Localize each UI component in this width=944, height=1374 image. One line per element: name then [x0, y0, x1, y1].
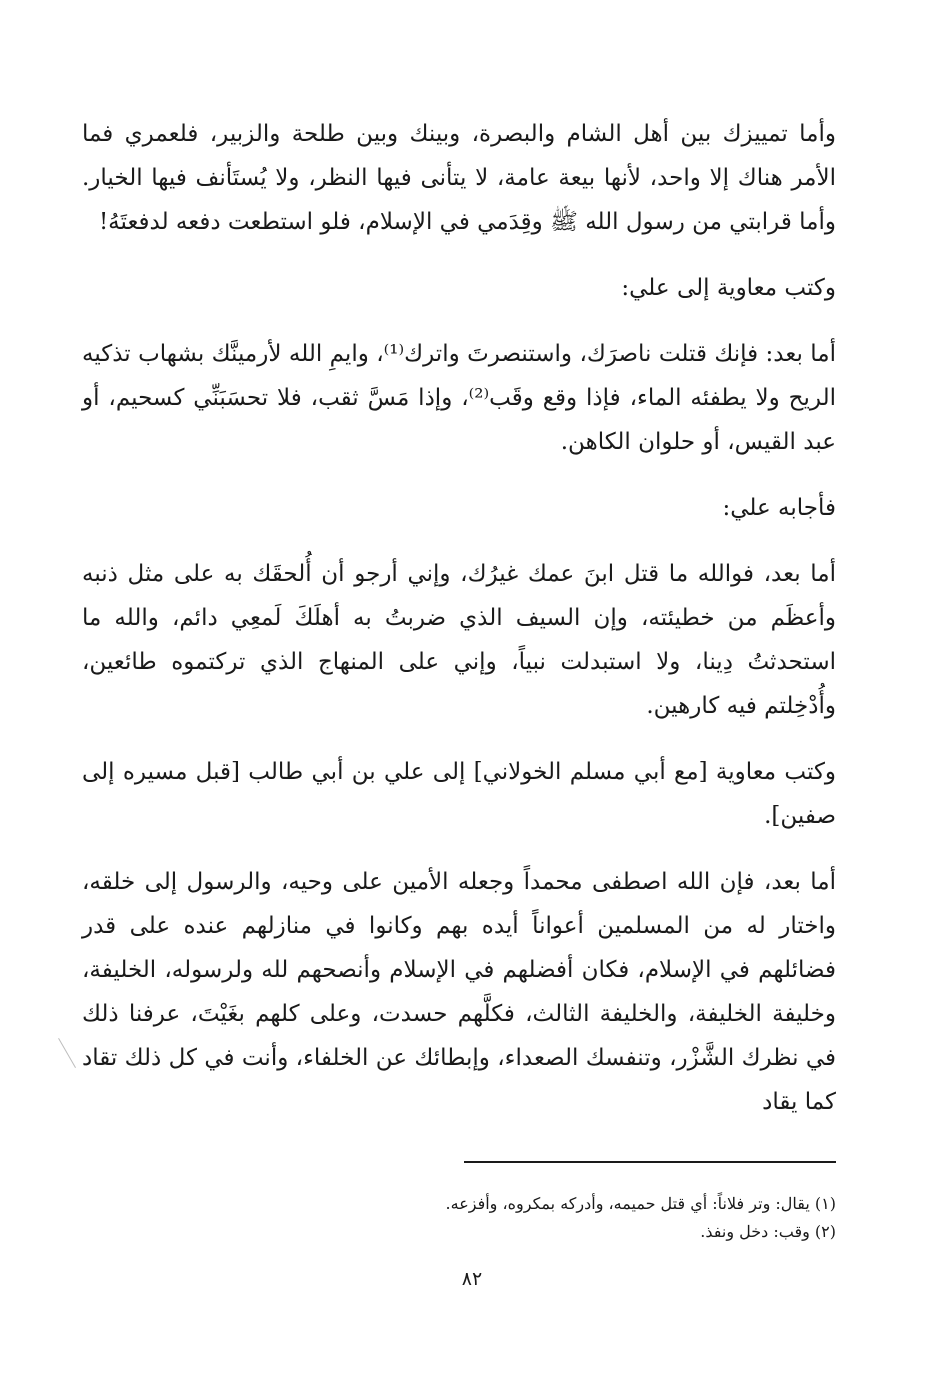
- paragraph-2-heading: وكتب معاوية إلى علي:: [621, 275, 836, 301]
- paragraph-1: وأما تمييزك بين أهل الشام والبصرة، وبينك وبين طلحة والزبير، فلعمري فما الأمر هناك إلا واحد، لأنها بيعة عامة، لا يتأنى فيها النظر، ولا يُستَأنف فيها الخيار. وأما قرابتي من رسول الله ﷺ وقِدَمي في الإسلام، فلو استطعت دفعه لدفعتَهُ!: [82, 121, 836, 235]
- footnote-1: (١) يقال: وتر فلاناً: أي قتل حميمه، وأدركه بمكروه، وأفزعه.: [445, 1194, 836, 1213]
- margin-mark: [58, 1034, 83, 1068]
- paragraph-5: أما بعد، فوالله ما قتل ابنَ عمك غيرُك، وإني أرجو أن أُلحقَك به على مثل ذنبه وأعظَم من خطيئته، وإن السيف الذي ضربتُ به أهلَكَ لَمعِي دائم، والله ما استحدثتُ دِينا، ولا استبدلت نبياً، وإني على المنهاج الذي تركتموه طائعين، وأُدْخِلتم فيه كارهين.: [82, 561, 836, 719]
- footnote-divider: [464, 1161, 836, 1163]
- page-number: ٨٢: [461, 1268, 483, 1290]
- footnote-2: (٢) وقب: دخل ونفذ.: [700, 1222, 836, 1241]
- paragraph-4-heading: فأجابه علي:: [722, 495, 836, 521]
- main-text: [82, 112, 836, 1146]
- paragraph-7: أما بعد، فإن الله اصطفى محمداً وجعله الأمين على وحيه، والرسول إلى خلقه، واختار له من المسلمين أعواناً أيده بهم وكانوا في منازلهم عنده على قدر فضائلهم في الإسلام، فكان أفضلهم في الإسلام وأنصحهم لله ولرسوله، الخليفة، وخليفة الخليفة، والخليفة الثالث، فكلَّهم حسدت، وعلى كلهم بغَيْتَ، عرفنا ذلك في نظرك الشَّزْر، وتنفسك الصعداء، وإبطائك عن الخلفاء، وأنت في كل ذلك تقاد كما يقاد: [82, 869, 836, 1115]
- footnotes: [82, 1190, 836, 1246]
- paragraph-6: وكتب معاوية [مع أبي مسلم الخولاني] إلى علي بن أبي طالب [قبل مسيره إلى صفين].: [82, 759, 836, 829]
- paragraph-3: أما بعد: فإنك قتلت ناصرَك، واستنصرتَ واترك⁽¹⁾، وايمِ الله لأرمينَّك بشهاب تذكيه الريح ولا يطفئه الماء، فإذا وقع وقَب⁽²⁾، وإذا مَسَّ ثقب، فلا تحسَبَنِّي كسحيم، أو عبد القيس، أو حلوان الكاهن.: [82, 341, 836, 455]
